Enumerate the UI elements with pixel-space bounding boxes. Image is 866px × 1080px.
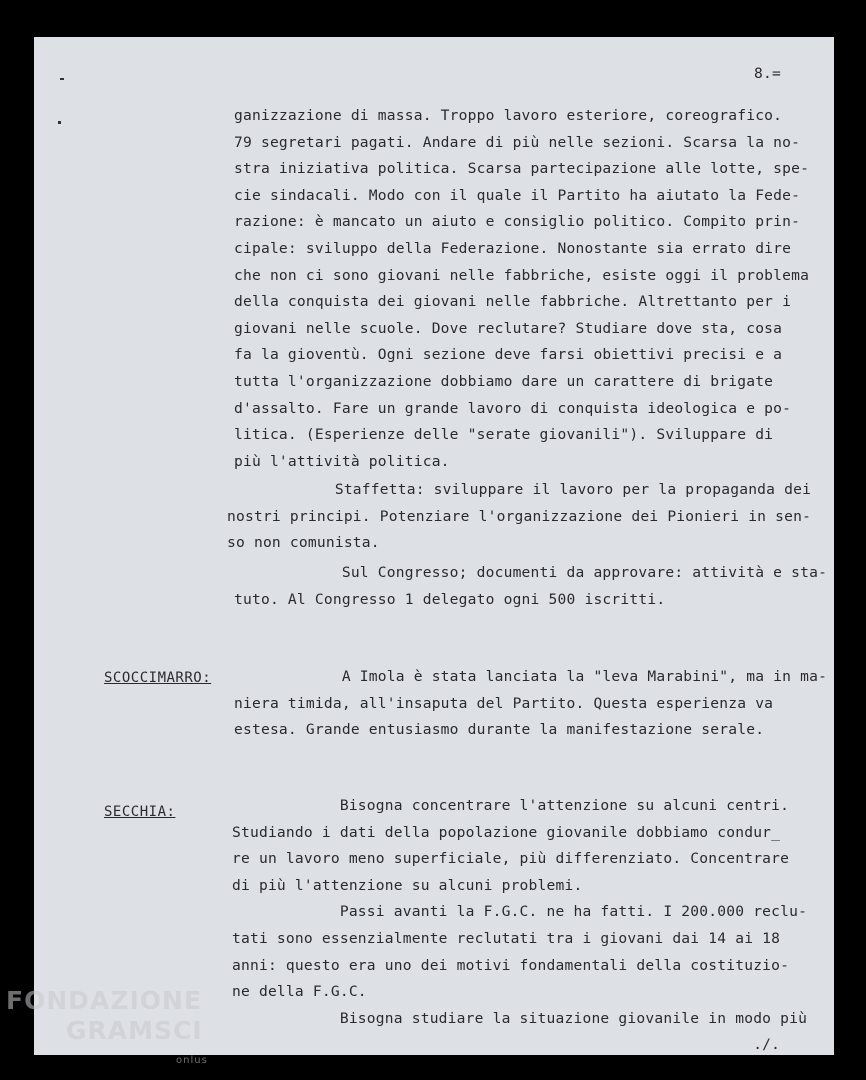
text-line: Passi avanti la F.G.C. ne ha fatti. I 200.000 reclu- bbox=[232, 903, 808, 921]
watermark-line: FONDAZIONE bbox=[6, 986, 203, 1015]
text-line: cie sindacali. Modo con il quale il Partito ha aiutato la Fede- bbox=[234, 186, 801, 204]
page-number: 8.= bbox=[754, 65, 781, 82]
text-line: litica. (Esperienze delle "serate giovanili"). Sviluppare di bbox=[234, 426, 774, 444]
margin-mark bbox=[58, 121, 61, 124]
text-line: Staffetta: sviluppare il lavoro per la propaganda dei bbox=[227, 481, 812, 498]
text-line: Studiando i dati della popolazione giovanile dobbiamo condur_ bbox=[232, 823, 781, 841]
text-line: re un lavoro meno superficiale, più differenziato. Concentrare bbox=[232, 850, 790, 868]
text-line: della conquista dei giovani nelle fabbriche. Altrettanto per i bbox=[234, 293, 792, 311]
text-line: tutta l'organizzazione dobbiamo dare un carattere di brigate bbox=[234, 372, 774, 390]
text-line: anni: questo era uno dei motivi fondamentali della costituzio- bbox=[232, 956, 790, 974]
text-line: so non comunista. bbox=[227, 534, 380, 552]
speaker-1-text bbox=[234, 664, 866, 744]
typewritten-page bbox=[34, 37, 834, 1055]
paragraph-1 bbox=[234, 103, 866, 475]
text-line: tuto. Al Congresso 1 delegato ogni 500 iscritti. bbox=[234, 590, 666, 608]
text-line: Sul Congresso; documenti da approvare: attività e sta- bbox=[234, 564, 828, 581]
text-line: stra iniziativa politica. Scarsa partecipazione alle lotte, spe- bbox=[234, 160, 810, 178]
watermark-line: onlus bbox=[176, 1055, 208, 1066]
text-line: di più l'attenzione su alcuni problemi. bbox=[232, 876, 583, 894]
text-line: tati sono essenzialmente reclutati tra i giovani dai 14 ai 18 bbox=[232, 929, 781, 947]
text-line: più l'attività politica. bbox=[234, 452, 450, 470]
text-line: nostri principi. Potenziare l'organizzazione dei Pionieri in sen- bbox=[227, 507, 812, 525]
text-line: Bisogna studiare la situazione giovanile in modo più bbox=[232, 1009, 808, 1027]
text-line: Bisogna concentrare l'attenzione su alcuni centri. bbox=[232, 797, 790, 814]
text-line: ganizzazione di massa. Troppo lavoro esteriore, coreografico. bbox=[234, 107, 783, 124]
text-line: niera timida, all'insaputa del Partito. Questa esperienza va bbox=[234, 694, 774, 712]
text-line: ./. bbox=[232, 1036, 781, 1054]
text-line: che non ci sono giovani nelle fabbriche, esiste oggi il problema bbox=[234, 266, 810, 284]
text-line: razione: è mancato un aiuto e consiglio politico. Compito prin- bbox=[234, 213, 801, 231]
speaker-label: SECCHIA: bbox=[104, 804, 176, 820]
text-line: cipale: sviluppo della Federazione. Nonostante sia errato dire bbox=[234, 239, 792, 257]
text-line: ne della F.G.C. bbox=[232, 983, 367, 1001]
speaker-label: SCOCCIMARRO: bbox=[104, 670, 212, 686]
speaker-2-text bbox=[232, 793, 866, 1059]
text-line: 79 segretari pagati. Andare di più nelle sezioni. Scarsa la no- bbox=[234, 133, 801, 151]
text-line: A Imola è stata lanciata la "leva Marabini", ma in ma- bbox=[234, 668, 828, 685]
paragraph-3 bbox=[234, 560, 866, 613]
text-line: giovani nelle scuole. Dove reclutare? Studiare dove sta, cosa bbox=[234, 319, 783, 337]
paragraph-2 bbox=[227, 477, 866, 557]
text-line: estesa. Grande entusiasmo durante la manifestazione serale. bbox=[234, 721, 765, 739]
text-line: d'assalto. Fare un grande lavoro di conquista ideologica e po- bbox=[234, 399, 792, 417]
fondazione-gramsci-watermark bbox=[6, 986, 208, 1076]
watermark-line: GRAMSCI bbox=[66, 1016, 203, 1045]
margin-mark bbox=[60, 78, 64, 80]
text-line: fa la gioventù. Ogni sezione deve farsi obiettivi precisi e a bbox=[234, 346, 783, 364]
